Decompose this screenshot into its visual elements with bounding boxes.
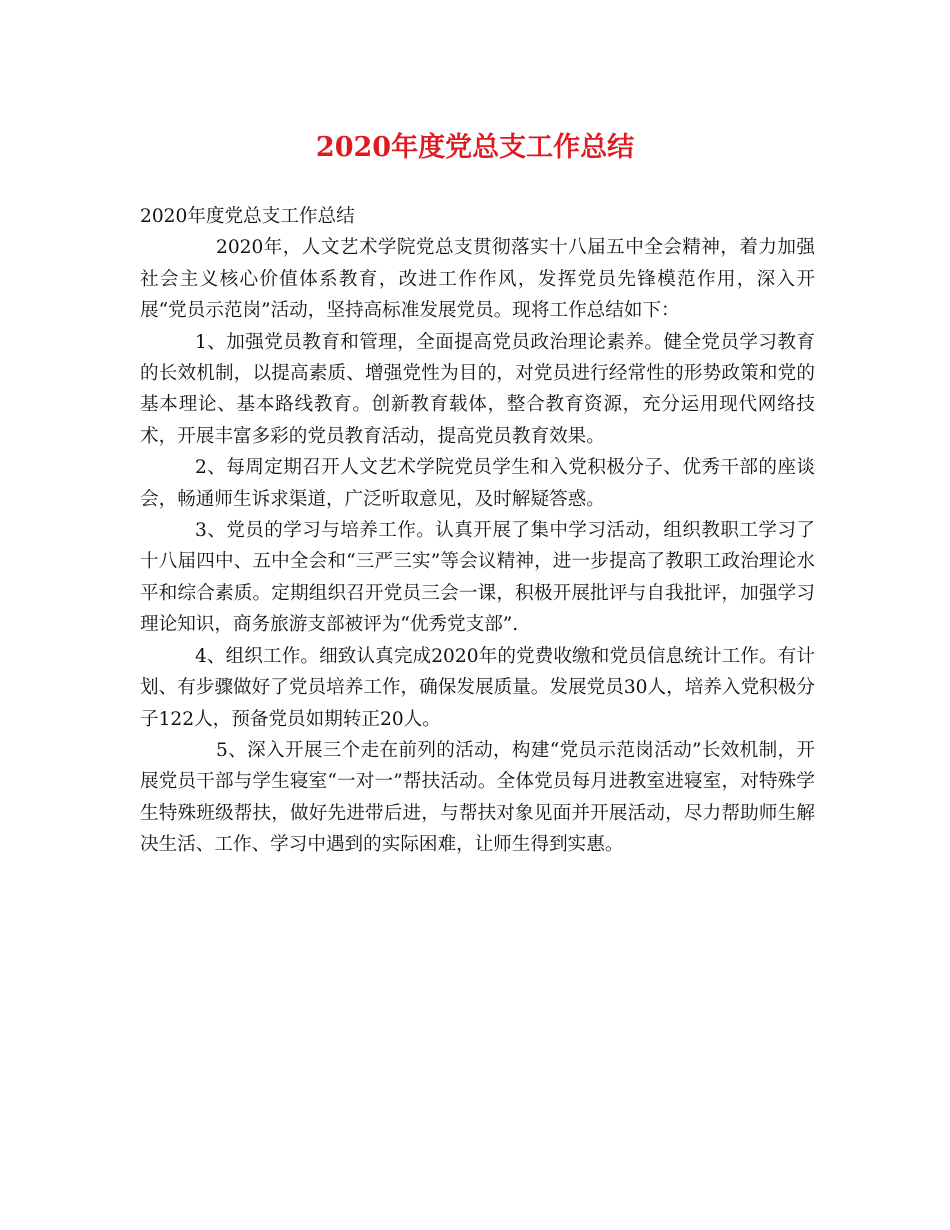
intro-paragraph: 2020年，人文艺术学院党总支贯彻落实十八届五中全会精神，着力加强社会主义核心价值体系教育，改进工作作风，发挥党员先锋模范作用，深入开展“党员示范岗”活动，坚持高标准发展党员。现将工作总结如下：: [140, 237, 815, 322]
item-paragraph-2: 2、每周定期召开人文艺术学院党员学生和入党积极分子、优秀干部的座谈会，畅通师生诉求渠道，广泛听取意见，及时解疑答惑。: [140, 457, 815, 510]
document-subtitle: 2020年度党总支工作总结: [140, 206, 355, 227]
item-paragraph-4: 4、组织工作。细致认真完成2020年的党费收缴和党员信息统计工作。有计划、有步骤做好了党员培养工作，确保发展质量。发展党员30人，培养入党积极分子122人，预备党员如期转正20人。: [140, 645, 815, 730]
document-title: 2020年度党总支工作总结: [315, 132, 635, 163]
item-paragraph-5: 5、深入开展三个走在前列的活动，构建“党员示范岗活动”长效机制，开展党员干部与学生寝室“一对一”帮扶活动。全体党员每月进教室进寝室，对特殊学生特殊班级帮扶，做好先进带后进，与帮扶对象见面并开展活动，尽力帮助师生解决生活、工作、学习中遇到的实际困难，让师生得到实惠。: [140, 739, 815, 856]
item-paragraph-1: 1、加强党员教育和管理，全面提高党员政治理论素养。健全党员学习教育的长效机制，以提高素质、增强党性为目的，对党员进行经常性的形势政策和党的基本理论、基本路线教育。创新教育载体，整合教育资源，充分运用现代网络技术，开展丰富多彩的党员教育活动，提高党员教育效果。: [140, 331, 815, 447]
item-paragraph-3: 3、党员的学习与培养工作。认真开展了集中学习活动，组织教职工学习了十八届四中、五中全会和“三严三实”等会议精神，进一步提高了教职工政治理论水平和综合素质。定期组织召开党员三会一课，积极开展批评与自我批评，加强学习理论知识，商务旅游支部被评为“优秀党支部”.: [140, 520, 815, 636]
document-body: [140, 201, 815, 861]
